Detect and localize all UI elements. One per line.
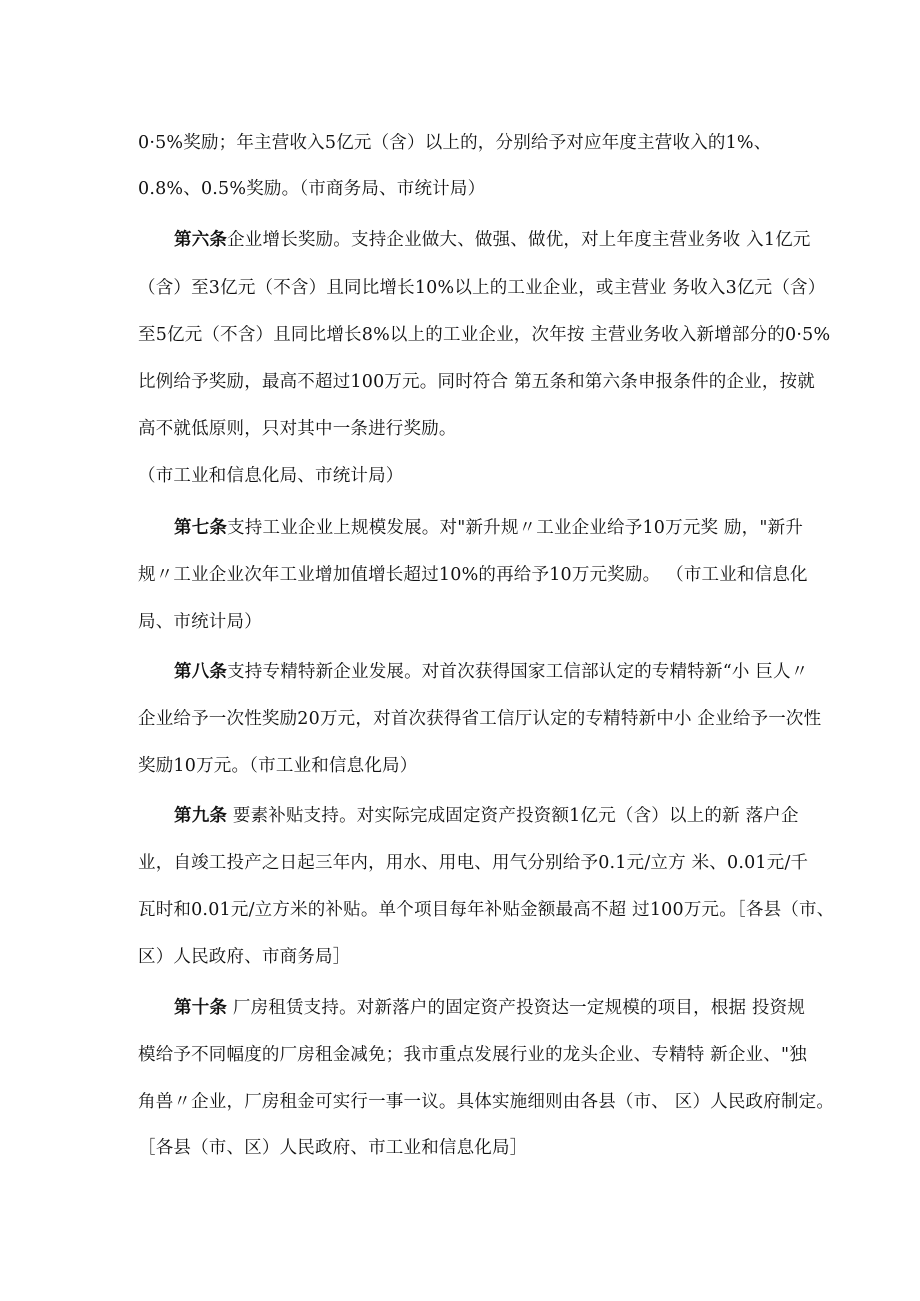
line-text: 区）人民政府、市商务局］ (138, 947, 351, 967)
article-10 (174, 996, 805, 1020)
article-8 (174, 660, 808, 684)
text-line (138, 276, 825, 300)
line-text: 规〃工业企业次年工业增加值增长超过10%的再给予10万元奖励。 （市工业和信息化 (138, 565, 808, 585)
article-heading: 第六条 (174, 230, 228, 250)
article-heading: 第七条 (174, 518, 228, 538)
line-text: 比例给予奖励，最高不超过100万元。同时符合 第五条和第六条申报条件的企业，按就 (138, 372, 815, 392)
line-text: （含）至3亿元（不含）且同比增长10%以上的工业企业，或主营业 务收入3亿元（含） (138, 278, 826, 298)
line-text: 企业增长奖励。支持企业做大、做强、做优，对上年度主营业务收 入1亿元 (227, 230, 811, 250)
line-text: 要素补贴支持。对实际完成固定资产投资额1亿元（含）以上的新 落户企 (227, 806, 799, 826)
text-line (138, 370, 815, 394)
article-9 (174, 804, 799, 828)
line-text: 支持工业企业上规模发展。对"新升规〃工业企业给予10万元奖 励，"新升 (227, 518, 804, 538)
line-text: 奖励10万元。（市工业和信息化局） (138, 756, 418, 776)
text-line (138, 1136, 527, 1160)
text-line (138, 563, 808, 587)
line-text: 高不就低原则，只对其中一条进行奖励。 (138, 419, 457, 439)
line-text: 至5亿元（不含）且同比增长8%以上的工业企业，次年按 主营业务收入新增部分的0·5% (138, 325, 831, 345)
line-text: 局、市统计局） (138, 612, 262, 632)
article-heading: 第十条 (174, 998, 228, 1018)
article-heading: 第九条 (174, 806, 228, 826)
text-line (138, 610, 262, 634)
article-heading: 第八条 (174, 662, 228, 682)
line-text: ［各县（市、区）人民政府、市工业和信息化局］ (138, 1138, 528, 1158)
line-text: 支持专精特新企业发展。对首次获得国家工信部认定的专精特新“小 巨人〃 (227, 662, 809, 682)
text-line (138, 707, 821, 731)
line-text: 瓦时和0.01元/立方米的补贴。单个项目每年补贴金额最高不超 过100万元。［各县（市、 (138, 900, 835, 920)
text-line (138, 417, 457, 441)
line-text: 0.8%、0.5%奖励。（市商务局、市统计局） (138, 179, 486, 199)
text-line (138, 323, 830, 347)
text-line (138, 131, 771, 155)
text-line (138, 464, 404, 488)
text-line (138, 177, 485, 201)
text-line (138, 1090, 834, 1114)
line-text: 业，自竣工投产之日起三年内，用水、用电、用气分别给予0.1元/立方 米、0.01元/千 (138, 853, 809, 873)
line-text: （市工业和信息化局、市统计局） (138, 466, 404, 486)
text-line (138, 754, 417, 778)
text-line (138, 898, 834, 922)
article-6 (174, 228, 811, 252)
line-text: 企业给予一次性奖励20万元，对首次获得省工信厅认定的专精特新中小 企业给予一次性 (138, 709, 822, 729)
article-7 (174, 516, 803, 540)
line-text: 角兽〃企业，厂房租金可实行一事一议。具体实施细则由各县（市、 区）人民政府制定。 (138, 1092, 835, 1112)
line-text: 厂房租赁支持。对新落户的固定资产投资达一定规模的项目，根据 投资规 (227, 998, 806, 1018)
text-line (138, 851, 808, 875)
line-text: 模给予不同幅度的厂房租金减免；我市重点发展行业的龙头企业、专精特 新企业、"独 (138, 1045, 807, 1065)
text-line (138, 1043, 807, 1067)
line-text: 0·5%奖励；年主营收入5亿元（含）以上的，分别给予对应年度主营收入的1%、 (138, 133, 772, 153)
text-line (138, 945, 350, 969)
